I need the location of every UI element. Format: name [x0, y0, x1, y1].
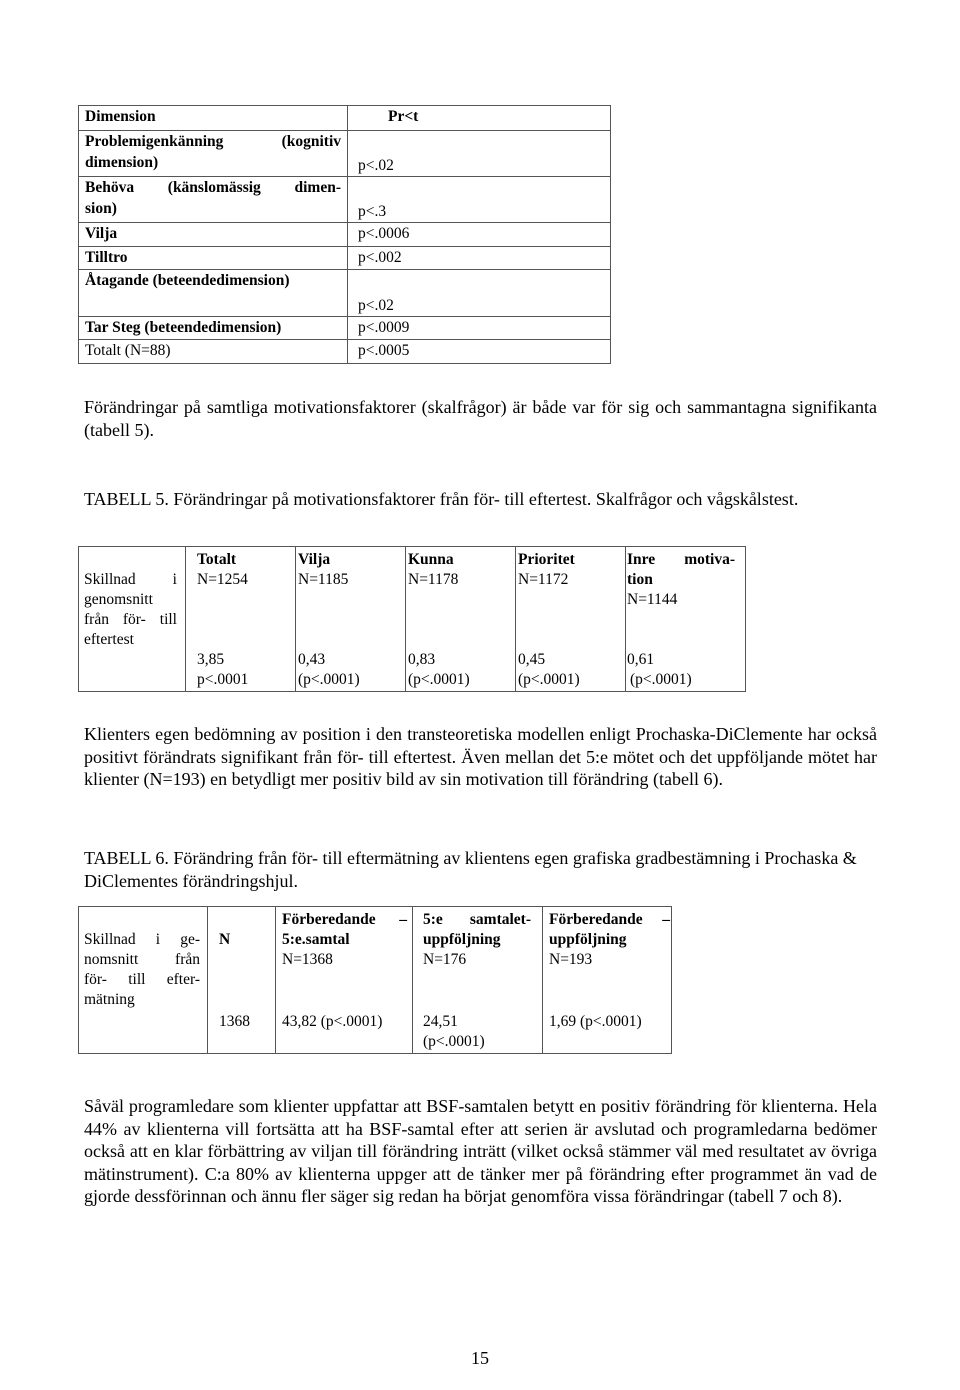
page-number: 15 — [471, 1348, 489, 1368]
table-row-label: Behöva (känslomässig dimen- sion) — [79, 176, 348, 222]
table-row-label: Vilja — [79, 223, 348, 247]
table-row-value: p<.0009 — [348, 316, 611, 340]
table-row-label: Totalt (N=88) — [79, 340, 348, 364]
table5-col-kunna: Kunna N=1178 — [408, 551, 459, 588]
table6-n-value: 1368 — [219, 1013, 250, 1030]
table-row-label: Tar Steg (beteendedimension) — [79, 316, 348, 340]
header-pr: Pr<t — [348, 106, 611, 131]
paragraph-3: Såväl programledare som klienter uppfattar att BSF-samtalen betytt en positiv förändring för klienterna. Hela 44% av klienterna vill fortsätta att ha BSF-samtal efter att serien är avslutad och programledarna bedömer också att en klar förbättring av viljan till förändring inträtt (vilket också stämmer väl med resultatet av övriga mätinstrument). C:a 80% av klienterna uppger att de tänker mer på förändring efter programmet än vad de gjorde dessförinnan och ännu fler säger sig redan ha börjat genomföra vissa förändringar (tabell 7 och 8). — [84, 1096, 877, 1207]
table6-val-forb-uppf: 1,69 (p<.0001) — [549, 1013, 642, 1030]
table-row-label: Åtagande (beteendedimension) — [79, 270, 348, 316]
table-row-value: p<.0005 — [348, 340, 611, 364]
table5-col-prioritet: Prioritet N=1172 — [518, 551, 575, 588]
table-row-value: p<.02 — [348, 130, 611, 176]
table5-val-inre: 0,61 (p<.0001) — [627, 651, 692, 688]
table-row-value: p<.3 — [348, 176, 611, 222]
table5-col-totalt: Totalt N=1254 — [197, 551, 248, 588]
table-row-label: Tilltro — [79, 246, 348, 270]
dimension-table — [78, 105, 611, 364]
table6-rowlabel: Skillnad i ge- nomsnitt från för- till efter- mätning — [84, 931, 200, 1008]
table6-col-5e-uppf: 5:e samtalet- uppföljning N=176 — [423, 911, 531, 968]
table5-col-inre: Inre motiva- tion N=1144 — [627, 551, 735, 608]
table5-val-totalt: 3,85 p<.0001 — [197, 651, 249, 688]
table6-col-forb-uppf: Förberedande – uppföljning N=193 — [549, 911, 670, 968]
table-row-value: p<.002 — [348, 246, 611, 270]
table6-val-forb-5e: 43,82 (p<.0001) — [282, 1013, 383, 1030]
table-row-value: p<.02 — [348, 270, 611, 316]
table6-n-header: N — [219, 931, 231, 948]
table6-col-forb-5e: Förberedande – 5:e.samtal N=1368 — [282, 911, 407, 968]
header-dimension: Dimension — [79, 106, 348, 131]
table6-caption: TABELL 6. Förändring från för- till eftermätning av klientens egen grafiska gradbestämning i Prochaska & DiClementes förändringshjul. — [84, 848, 857, 891]
table-row-label: Problemigenkänning (kognitiv dimension) — [79, 130, 348, 176]
table-row-value: p<.0006 — [348, 223, 611, 247]
table5-col-vilja: Vilja N=1185 — [298, 551, 349, 588]
paragraph-2: Klienters egen bedömning av position i den transteoretiska modellen enligt Prochaska-DiClemente har också positivt förändrats signifikant från för- till eftertest. Även mellan det 5:e mötet och det uppföljande mötet har klienter (N=193) en betydligt mer positiv bild av sin motivation till förändring (tabell 6). — [84, 724, 877, 790]
table6-val-5e-uppf: 24,51 (p<.0001) — [423, 1013, 485, 1050]
table5-caption: TABELL 5. Förändringar på motivationsfaktorer från för- till eftertest. Skalfrågor och vågskålstest. — [84, 489, 799, 509]
table5-rowlabel: Skillnad i genomsnitt från för- till eftertest — [84, 571, 177, 648]
table5-val-vilja: 0,43 (p<.0001) — [298, 651, 360, 688]
paragraph-1: Förändringar på samtliga motivationsfaktorer (skalfrågor) är både var för sig och sammantagna signifikanta (tabell 5). — [84, 397, 877, 440]
table5-val-kunna: 0,83 (p<.0001) — [408, 651, 470, 688]
table5-val-prioritet: 0,45 (p<.0001) — [518, 651, 580, 688]
